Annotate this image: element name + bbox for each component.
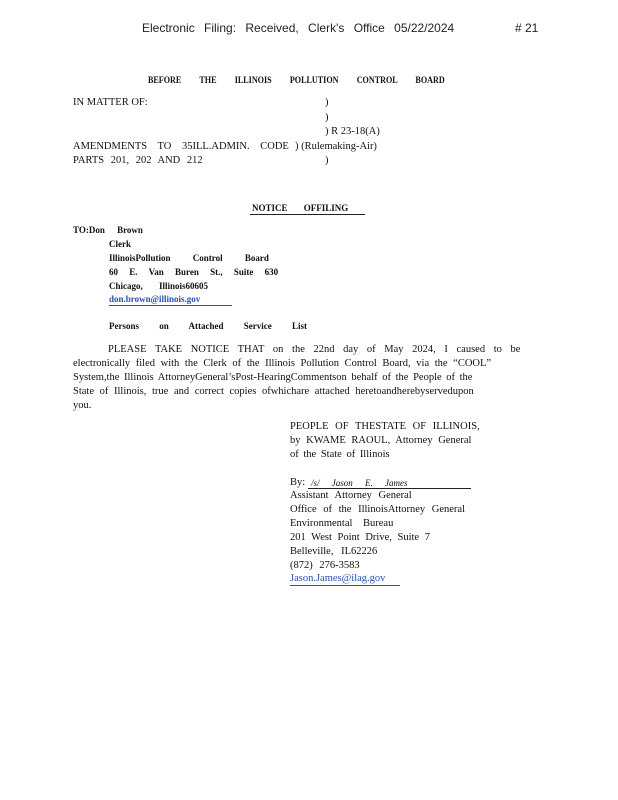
signer-phone: (872) 276-3583	[290, 560, 360, 571]
amendments-line2: PARTS 201, 202 AND 212	[73, 155, 203, 166]
case-number: ) R 23-18(A)	[325, 126, 380, 137]
caption-paren: )	[325, 97, 329, 108]
signer-email-underline	[290, 585, 400, 586]
by-label: By:	[290, 477, 306, 488]
people-line: of the State of Illinois	[290, 449, 390, 460]
clerk-email-link[interactable]: don.brown@illinois.gov	[109, 294, 201, 304]
address-line: IllinoisPollution Control Board	[109, 253, 269, 263]
rulemaking-label: ) (Rulemaking-Air)	[295, 141, 377, 152]
body-line: PLEASE TAKE NOTICE THAT on the 22nd day of May 2024, I caused to be	[108, 344, 521, 355]
people-line: by KWAME RAOUL, Attorney General	[290, 435, 472, 446]
body-line: electronically filed with the Clerk of the Illinois Pollution Control Board, via the “COOL”	[73, 358, 492, 369]
address-line: Clerk	[109, 239, 131, 249]
people-line: PEOPLE OF THESTATE OF ILLINOIS,	[290, 421, 480, 432]
signer-email-link[interactable]: Jason.James@ilag.gov	[290, 573, 386, 584]
board-title: BEFORE THE ILLINOIS POLLUTION CONTROL BOARD	[148, 75, 445, 85]
filing-stamp: Electronic Filing: Received, Clerk's Office 05/22/2024	[142, 21, 455, 35]
to-label: TO:Don Brown	[73, 225, 143, 235]
page-number: # 21	[515, 21, 539, 35]
signer-bureau: Environmental Bureau	[290, 518, 394, 529]
notice-title: NOTICE OFFILING	[252, 203, 349, 213]
signer-signature: /s/ Jason E. James	[311, 478, 408, 488]
signature-line	[308, 488, 471, 489]
body-line: System,the Illinois AttorneyGeneral’sPost-HearingCommentson behalf of the People of the	[73, 372, 473, 383]
caption-paren: )	[325, 112, 329, 123]
in-matter-of: IN MATTER OF:	[73, 97, 148, 108]
body-line: State of Illinois, true and correct copies ofwhichare attached heretoandherebyservedupon	[73, 386, 474, 397]
caption-paren: )	[325, 155, 329, 166]
email-underline	[109, 305, 232, 306]
signer-office: Office of the IllinoisAttorney General	[290, 504, 466, 515]
address-line: Chicago, Illinois60605	[109, 281, 209, 291]
amendments-line1: AMENDMENTS TO 35ILL.ADMIN. CODE	[73, 141, 289, 152]
address-line: 60 E. Van Buren St., Suite 630	[109, 267, 279, 277]
signer-city: Belleville, IL62226	[290, 546, 378, 557]
body-line: you.	[73, 400, 92, 411]
signer-title: Assistant Attorney General	[290, 490, 412, 501]
service-list-label: Persons on Attached Service List	[109, 321, 307, 331]
notice-title-underline	[250, 214, 365, 215]
signer-street: 201 West Point Drive, Suite 7	[290, 532, 430, 543]
